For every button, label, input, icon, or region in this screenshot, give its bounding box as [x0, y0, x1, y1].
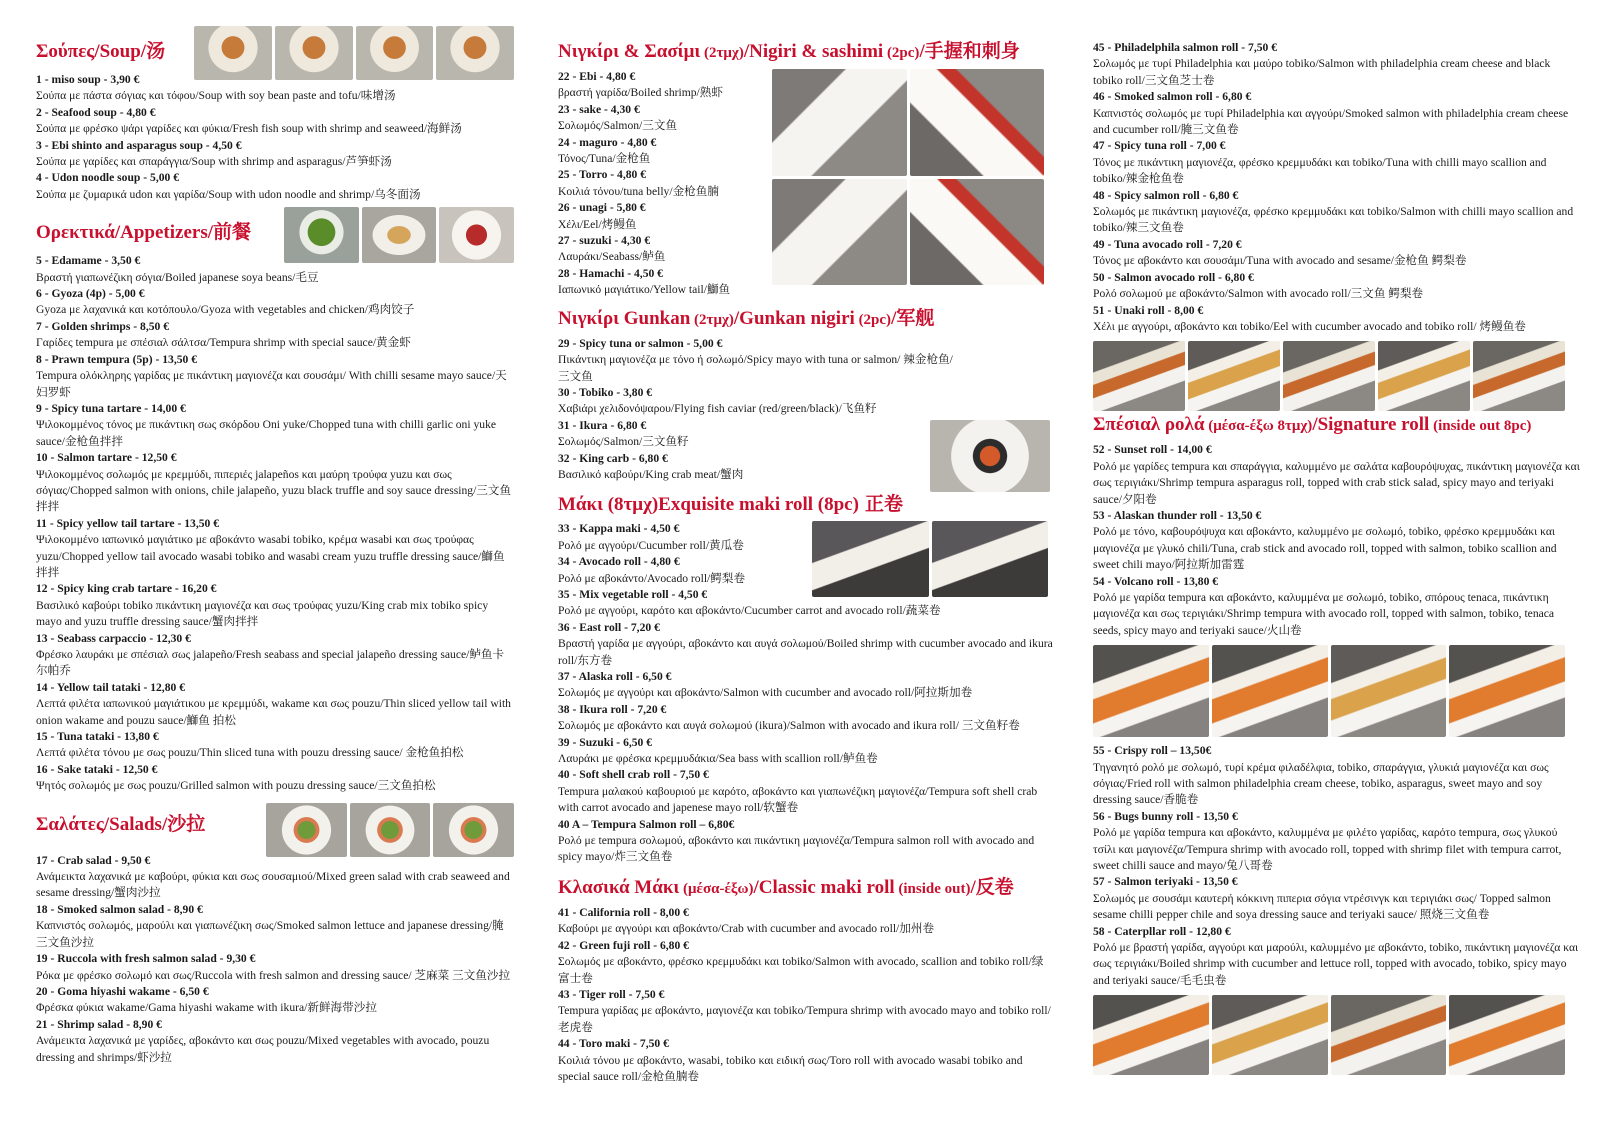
salad-photo-1 — [266, 803, 347, 857]
menu-item — [1093, 303, 1580, 336]
item-desc: Σολωμός/Salmon/三文鱼 — [558, 119, 678, 133]
item-name: 50 - Salmon avocado roll - 6,80 € — [1093, 270, 1254, 284]
menu-item — [36, 352, 514, 401]
menu-item — [558, 135, 768, 168]
signature-photo-7 — [1331, 995, 1447, 1075]
item-desc: Gyoza με λαχανικά και κοτόπουλο/Gyoza with vegetables and chicken/鸡肉饺子 — [36, 303, 415, 317]
item-name: 8 - Prawn tempura (5p) - 13,50 € — [36, 352, 198, 366]
gunkan-title-en: /Gunkan nigiri — [733, 307, 855, 329]
menu-item — [1093, 924, 1580, 990]
classic-title-sub2: (inside out) — [894, 880, 971, 897]
menu-item — [36, 401, 514, 450]
nigiri-title-cn: /手握和刺身 — [919, 41, 1020, 62]
appetizers-section — [36, 213, 514, 253]
nigiri-title-sub1: (2τμχ) — [700, 45, 744, 61]
item-name: 44 - Toro maki - 7,50 € — [558, 1037, 669, 1051]
menu-item — [36, 450, 514, 516]
menu-item — [558, 233, 768, 266]
soups-title: Σούπες/Soup/汤 — [36, 41, 166, 62]
item-desc: Tempura μαλακού καβουριού με καρότο, αβοκάντο και γιαπωνέζικη μαγιονέζα/Tempura soft shell crab with carrot avocado and japenese mayo roll/软蟹卷 — [558, 784, 1038, 815]
signature-title-sub1: (μέσα-έξω 8τμχ) — [1204, 418, 1313, 435]
item-name: 11 - Spicy yellow tail tartare - 13,50 € — [36, 516, 220, 530]
item-name: 31 - Ikura - 6,80 € — [558, 418, 647, 432]
signature-photos-2 — [1093, 995, 1565, 1075]
menu-item — [36, 729, 514, 762]
classic-title-cn: /反卷 — [970, 876, 1014, 898]
nigiri-photo-grid — [772, 69, 1044, 285]
item-name: 5 - Edamame - 3,50 € — [36, 254, 141, 268]
item-name: 35 - Mix vegetable roll - 4,50 € — [558, 587, 708, 601]
maki-photo-1 — [812, 521, 929, 597]
item-name: 49 - Tuna avocado roll - 7,20 € — [1093, 237, 1242, 251]
gunkan-title-sub2: (2pc) — [854, 311, 892, 328]
item-name: 2 - Seafood soup - 4,80 € — [36, 105, 156, 119]
signature-photos-1 — [1093, 645, 1565, 737]
item-name: 40 - Soft shell crab roll - 7,50 € — [558, 768, 709, 782]
nigiri-photo-4 — [910, 179, 1045, 286]
maki-title — [558, 493, 1054, 517]
item-desc: Ρολό με αγγούρι/Cucumber roll/黄瓜卷 — [558, 538, 744, 552]
maki-photo-2 — [932, 521, 1049, 597]
menu-item — [558, 167, 768, 200]
soup-photo-1 — [194, 26, 272, 80]
soups-list — [36, 72, 514, 203]
item-name: 10 - Salmon tartare - 12,50 € — [36, 451, 177, 465]
item-name: 56 - Bugs bunny roll - 13,50 € — [1093, 809, 1238, 823]
salad-photo-2 — [350, 803, 431, 857]
item-desc: Σολωμός με αγγούρι και αβοκάντο/Salmon with cucumber and avocado roll/阿拉斯加卷 — [558, 686, 973, 700]
item-desc: Σούπα με πάστα σόγιας και τόφου/Soup with soy bean paste and tofu/味增汤 — [36, 89, 396, 103]
menu-item — [558, 905, 1054, 938]
maki-title-text: Μάκι (8τμχ)Exquisite maki roll (8pc) — [558, 494, 859, 516]
menu-item — [558, 418, 958, 451]
salads-list — [36, 853, 514, 1066]
classic-title-gr: Κλασικά Μάκι — [558, 876, 680, 898]
item-desc: Καπνιστός σολωμός, μαρούλι και γιαπωνέζικη σως/Smoked salmon lettuce and japanese dressing/腌三文鱼沙拉 — [36, 919, 504, 949]
item-desc: Βραστή γαρίδα με αγγούρι, αβοκάντο και αυγά σολωμού/Boiled shrimp with cucumber avocado and ikura roll/东方卷 — [558, 637, 1053, 667]
item-desc: Ιαπωνικό μαγιάτικο/Yellow tail/鰤鱼 — [558, 283, 731, 297]
menu-item — [1093, 188, 1580, 237]
item-name: 32 - King carb - 6,80 € — [558, 451, 668, 465]
signature-photo-6 — [1212, 995, 1328, 1075]
item-desc: Φρέσκο λαυράκι με σπέσιαλ σως jalapeño/Fresh seabass and special jalapeño dressing sauce/鲈鱼卡尔帕乔 — [36, 648, 505, 678]
menu-item — [36, 170, 514, 203]
classic-title-sub1: (μέσα-έξω) — [679, 880, 754, 897]
item-desc: Τόνος/Tuna/金枪鱼 — [558, 152, 651, 166]
maki-block — [558, 521, 1054, 866]
item-name: 7 - Golden shrimps - 8,50 € — [36, 319, 170, 333]
item-desc: Βασιλικό καβούρι tobiko πικάντικη μαγιονέζα και σως τρούφας yuzu/King crab mix tobiko spicy mayo and yuzu truffle dressing sauce/蟹肉拌拌 — [36, 598, 489, 629]
item-desc: Ρολό με τόνο, καβουρόψυχα και αβοκάντο, καλυμμένο με σολωμό, tobiko, φρέσκο κρεμμυδάκι και μαγιονέζα με γλυκό chili/Tuna, crab stick and avocado roll, topped with salmon, tobiko scallion and sweet chili mayo/阿拉斯加雷霆 — [1093, 525, 1557, 572]
item-desc: Ανάμεικτα λαχανικά με καβούρι, φύκια και σως σουσαμιού/Mixed green salad with crab seaweed and sesame dressing/蟹肉沙拉 — [36, 870, 510, 900]
item-name: 6 - Gyoza (4p) - 5,00 € — [36, 287, 145, 301]
item-desc: Σολωμός με σουσάμι καυτερή κόκκινη πιπερια σόγια ντρέσινγκ και τεριγιάκι σως/ Topped salmon sesame chilli pepper chile and soya dressing sauce and teriyaki sauce/ 照烧三文鱼卷 — [1093, 891, 1551, 922]
maki-photos — [812, 521, 1048, 597]
menu-item — [558, 669, 1054, 702]
item-desc: Κοιλιά τόνου/tuna belly/金枪鱼腩 — [558, 184, 719, 198]
item-name: 14 - Yellow tail tataki - 12,80 € — [36, 680, 185, 694]
item-desc: Χέλι με αγγούρι, αβοκάντο και tobiko/Eel with cucumber avocado and tobiko roll/ 烤鳗鱼卷 — [1093, 319, 1526, 333]
item-name: 3 - Ebi shinto and asparagus soup - 4,50 € — [36, 138, 242, 152]
item-desc: Ψιλοκομμένος σολωμός με κρεμμύδι, πιπεριές jalapeños και μαύρη τρούφα yuzu και σως σόγιας/Chopped salmon with onions, chile jalapeño, yuzu black truffle and soy sauce dressing/三文鱼拌拌 — [36, 467, 512, 514]
column-middle — [558, 22, 1054, 1085]
item-name: 25 - Torro - 4,80 € — [558, 168, 647, 182]
item-name: 57 - Salmon teriyaki - 13,50 € — [1093, 875, 1238, 889]
menu-item — [558, 451, 958, 484]
appetizer-photo-1 — [284, 207, 359, 263]
item-desc: Tempura γαρίδας με αβοκάντο, μαγιονέζα και tobiko/Tempura shrimp with avocado mayo and tobiko roll/老虎卷 — [558, 1004, 1051, 1034]
menu-item — [558, 620, 1054, 669]
soup-photo-4 — [436, 26, 514, 80]
item-name: 13 - Seabass carpaccio - 12,30 € — [36, 631, 191, 645]
gunkan-title-sub1: (2τμχ) — [690, 311, 734, 328]
appetizers-photos — [284, 207, 514, 263]
item-desc: Σούπα με φρέσκο ψάρι γαρίδες και φύκια/Fresh fish soup with shrimp and seaweed/海鲜汤 — [36, 122, 462, 136]
menu-item — [558, 69, 768, 102]
item-desc: Ρόκα με φρέσκο σολωμό και σως/Ruccola with fresh salmon and dressing sauce/ 芝麻菜 三文鱼沙拉 — [36, 968, 511, 982]
item-name: 19 - Ruccola with fresh salmon salad - 9,30 € — [36, 952, 256, 966]
item-name: 29 - Spicy tuna or salmon - 5,00 € — [558, 336, 723, 350]
item-name: 16 - Sake tataki - 12,50 € — [36, 762, 158, 776]
roll-photo-1 — [1093, 341, 1185, 411]
menu-item — [558, 102, 768, 135]
menu-item — [36, 984, 514, 1017]
soup-photo-3 — [356, 26, 434, 80]
menu-item — [36, 762, 514, 795]
salad-photo-3 — [433, 803, 514, 857]
signature-photo-5 — [1093, 995, 1209, 1075]
item-desc: Tempura ολόκληρης γαρίδας με πικάντικη μαγιονέζα και σουσάμι/ With chilli sesame mayo sauce/天妇罗虾 — [36, 369, 507, 399]
nigiri-photo-3 — [772, 179, 907, 286]
item-desc: Ρολό με γαρίδα tempura και αβοκάντο, καλυμμένα με φιλέτο γαρίδας, καρότο tempura, σως γλυκού τσίλι και μαγιονέζα/Tempura shrimp with avocado roll, topped with shrimp filet with tempura carrot, sweet chilli sauce and mayo/兔八哥卷 — [1093, 826, 1562, 873]
item-name: 54 - Volcano roll - 13,80 € — [1093, 574, 1219, 588]
item-name: 45 - Philadelphila salmon roll - 7,50 € — [1093, 41, 1278, 54]
column-right — [1093, 22, 1580, 1075]
menu-item — [1093, 89, 1580, 138]
menu-item — [36, 853, 514, 902]
item-name: 46 - Smoked salmon roll - 6,80 € — [1093, 90, 1252, 104]
column-left — [36, 22, 514, 1066]
item-name: 47 - Spicy tuna roll - 7,00 € — [1093, 139, 1226, 153]
menu-item — [558, 938, 1054, 987]
signature-photo-2 — [1212, 645, 1328, 737]
classic-cont-list — [1093, 40, 1580, 335]
soups-photos — [194, 26, 514, 80]
salads-section — [36, 807, 514, 847]
item-name: 42 - Green fuji roll - 6,80 € — [558, 938, 689, 952]
item-name: 53 - Alaskan thunder roll - 13,50 € — [1093, 508, 1262, 522]
item-desc: Χαβιάρι χελιδονόψαρου/Flying fish caviar (red/green/black)/飞鱼籽 — [558, 402, 877, 416]
item-name: 38 - Ikura roll - 7,20 € — [558, 702, 667, 716]
menu-item — [36, 138, 514, 171]
item-desc: Ρολό με γαρίδες tempura και σπαράγγια, καλυμμένο με σαλάτα καβουρόψυχας, πικάντικη μαγιονέζα και σως τεριγιάκι/Shrimp tempura asparagus roll, topped with crab stick salad, spicy mayo and teriyaki sauce/夕阳卷 — [1093, 459, 1580, 506]
menu-item — [36, 516, 514, 582]
menu-item — [558, 200, 768, 233]
item-name: 20 - Goma hiyashi wakame - 6,50 € — [36, 984, 209, 998]
menu-item — [36, 319, 514, 352]
nigiri-photo-2 — [910, 69, 1045, 176]
item-desc: Χέλι/Eel/烤鳗鱼 — [558, 217, 637, 231]
item-name: 21 - Shrimp salad - 8,90 € — [36, 1017, 162, 1031]
nigiri-list — [558, 69, 768, 299]
menu-item — [1093, 574, 1580, 640]
roll-photo-4 — [1378, 341, 1470, 411]
menu-item — [1093, 40, 1580, 89]
item-desc: Ρολό με αβοκάντο/Avocado roll/鳄梨卷 — [558, 571, 746, 585]
item-name: 26 - unagi - 5,80 € — [558, 201, 646, 215]
signature-title-gr: Σπέσιαλ ρολά — [1093, 414, 1205, 436]
item-desc: Καβούρι με αγγούρι και αβοκάντο/Crab with cucumber and avocado roll/加州卷 — [558, 922, 935, 936]
item-desc: Βραστή γιαπωνέζικη σόγια/Boiled japanese soya beans/毛豆 — [36, 270, 319, 284]
item-name: 58 - Caterpllar roll - 12,80 € — [1093, 924, 1231, 938]
item-desc: Ρολό σολωμού με αβοκάντο/Salmon with avocado roll/三文鱼 鳄梨卷 — [1093, 287, 1424, 301]
menu-item — [36, 286, 514, 319]
gunkan-title-gr: Νιγκίρι Gunkan — [558, 307, 691, 329]
menu-item — [558, 336, 958, 385]
nigiri-photo-1 — [772, 69, 907, 176]
menu-item — [1093, 508, 1580, 574]
menu-item — [1093, 270, 1580, 303]
signature-photo-4 — [1449, 645, 1565, 737]
item-desc: Τόνος με πικάντικη μαγιονέζα, φρέσκο κρεμμυδάκι και tobiko/Tuna with chilli mayo scallion and tobiko/辣金枪鱼卷 — [1093, 155, 1547, 186]
item-desc: Ρολό με αγγούρι, καρότο και αβοκάντο/Cucumber carrot and avocado roll/蔬菜卷 — [558, 604, 941, 618]
item-desc: Ρολό με γαρίδα tempura και αβοκάντο, καλυμμένα με σολωμό, tobiko, σπόρους tenaca, πικάντικη μαγιονέζα και σως τεριγιάκι/Shrimp tempura with avocado roll, topped with salmon, tobiko, tenaca seeds, spicy mayo and teriyaki sauce/火山卷 — [1093, 590, 1555, 637]
item-desc: Φρέσκα φύκια wakame/Gama hiyashi wakame with ikura/新鲜海带沙拉 — [36, 1001, 377, 1015]
menu-item — [558, 385, 958, 418]
item-name: 22 - Ebi - 4,80 € — [558, 70, 636, 83]
menu-item — [558, 702, 1054, 735]
appetizers-list — [36, 253, 514, 794]
item-name: 36 - East roll - 7,20 € — [558, 620, 660, 634]
menu-item — [36, 902, 514, 951]
classic-roll-photos — [1093, 341, 1565, 411]
item-name: 33 - Kappa maki - 4,50 € — [558, 522, 680, 536]
menu-item — [36, 951, 514, 984]
item-desc: Ψιλοκομμένο ιαπωνικό μαγιάτικο με αβοκάντο wasabi tobiko, κρέμα wasabi και σως τρούφας yuzu/Chopped yellow tail avocado wasabi tobiko and wasabi cream yuzu truffle dressing sauce/鰤鱼拌拌 — [36, 533, 505, 579]
item-desc: Σολωμός με αβοκάντο, φρέσκο κρεμμυδάκι και tobiko/Salmon with avocado, scallion and tobiko roll/绿富士卷 — [558, 955, 1044, 985]
item-name: 28 - Hamachi - 4,50 € — [558, 266, 663, 280]
item-name: 17 - Crab salad - 9,50 € — [36, 853, 151, 867]
item-name: 1 - miso soup - 3,90 € — [36, 73, 140, 86]
signature-photo-3 — [1331, 645, 1447, 737]
item-desc: Λεπτά φιλέτα τόνου με σως pouzu/Thin sliced tuna with pouzu dressing sauce/ 金枪鱼拍松 — [36, 746, 464, 760]
item-desc: Σολωμός με πικάντικη μαγιονέζα, φρέσκο κρεμμυδάκι και tobiko/Salmon with chilli mayo scallion and tobiko/辣三文鱼卷 — [1093, 205, 1574, 235]
signature-photo-1 — [1093, 645, 1209, 737]
item-name: 48 - Spicy salmon roll - 6,80 € — [1093, 188, 1239, 202]
item-desc: Βασιλικό καβούρι/King crab meat/蟹肉 — [558, 467, 744, 481]
classic-title — [558, 876, 1054, 901]
menu-item — [1093, 809, 1580, 875]
soup-photo-2 — [275, 26, 353, 80]
classic-list — [558, 905, 1054, 1085]
item-desc: Σούπα με ζυμαρικά udon και γαρίδα/Soup with udon noodle and shrimp/乌冬面汤 — [36, 187, 421, 201]
item-name: 55 - Crispy roll – 13,50€ — [1093, 744, 1212, 758]
gunkan-title-cn: /军舰 — [891, 307, 935, 329]
nigiri-title-en: /Nigiri & sashimi — [743, 41, 884, 62]
menu-item — [1093, 237, 1580, 270]
signature-title-sub2: (inside out 8pc) — [1429, 418, 1532, 435]
item-desc: Καπνιστός σολωμός με τυρί Philadelphia και αγγούρι/Smoked salmon with philadelphia cream cheese and cucumber roll/腌三文鱼卷 — [1093, 106, 1569, 137]
maki-title-cn: 正卷 — [864, 494, 903, 516]
item-name: 34 - Avocado roll - 4,80 € — [558, 555, 680, 569]
item-desc: Πικάντικη μαγιονέζα με τόνο ή σολωμό/Spicy mayo with tuna or salmon/ 辣金枪鱼/三文鱼 — [558, 353, 953, 383]
item-desc: Ανάμεικτα λαχανικά με γαρίδες, αβοκάντο και σως pouzu/Mixed vegetables with avocado, pouzu dressing and shrimps/虾沙拉 — [36, 1034, 490, 1064]
roll-photo-3 — [1283, 341, 1375, 411]
item-name: 51 - Unaki roll - 8,00 € — [1093, 303, 1204, 317]
soups-section — [36, 22, 514, 66]
item-desc: Σολωμός/Salmon/三文鱼籽 — [558, 435, 689, 449]
item-desc: Ρολό με βραστή γαρίδα, αγγούρι και μαρούλι, καλυμμένο με αβοκάντο, tobiko, πικάντικη μαγιονέζα και σως τεριγιάκι/Boiled shrimp with cucumber and lettuce roll, topped with avocado, tobiko, spicy mayo and teriyaki sauce/毛毛虫卷 — [1093, 941, 1579, 987]
salads-title: Σαλάτες/Salads/沙拉 — [36, 813, 206, 835]
item-name: 9 - Spicy tuna tartare - 14,00 € — [36, 401, 186, 415]
signature-list-b — [1093, 743, 1580, 989]
menu-item — [558, 767, 1054, 816]
menu-item — [558, 1036, 1054, 1085]
nigiri-title — [558, 22, 1054, 65]
nigiri-block — [558, 69, 1054, 299]
signature-title-en: /Signature roll — [1312, 414, 1430, 436]
menu-item — [558, 987, 1054, 1036]
item-desc: Σούπα με γαρίδες και σπαράγγια/Soup with shrimp and asparagus/芦笋虾汤 — [36, 155, 392, 169]
item-name: 40 A – Tempura Salmon roll – 6,80€ — [558, 817, 735, 831]
item-name: 39 - Suzuki - 6,50 € — [558, 735, 653, 749]
salads-photos — [266, 803, 514, 857]
menu-item — [36, 105, 514, 138]
item-name: 23 - sake - 4,30 € — [558, 102, 640, 116]
menu-item — [36, 581, 514, 630]
item-desc: Λαυράκι με φρέσκα κρεμμυδάκια/Sea bass with scallion roll/鲈鱼卷 — [558, 752, 878, 766]
menu-item — [1093, 138, 1580, 187]
item-desc: Ρολό με tempura σολωμού, αβοκάντο και πικάντικη μαγιονέζα/Tempura salmon roll with avocado and spicy mayo/炸三文鱼卷 — [558, 834, 1035, 864]
item-desc: βραστή γαρίδα/Boiled shrimp/熟虾 — [558, 86, 723, 100]
nigiri-title-gr: Νιγκίρι & Σασίμι — [558, 41, 701, 62]
gunkan-photo — [930, 420, 1050, 492]
menu-item — [558, 735, 1054, 768]
item-name: 18 - Smoked salmon salad - 8,90 € — [36, 902, 203, 916]
appetizers-title: Ορεκτικά/Appetizers/前餐 — [36, 222, 252, 244]
item-name: 41 - California roll - 8,00 € — [558, 905, 689, 919]
item-name: 24 - maguro - 4,80 € — [558, 135, 657, 149]
item-desc: Λαυράκι/Seabass/鲈鱼 — [558, 250, 666, 264]
menu-item — [558, 817, 1054, 866]
item-desc: Ψητός σολωμός με σως pouzu/Grilled salmon with pouzu dressing sauce/三文鱼拍松 — [36, 779, 436, 793]
appetizer-photo-3 — [439, 207, 514, 263]
menu-item — [1093, 743, 1580, 809]
menu-item — [1093, 442, 1580, 508]
item-name: 37 - Alaska roll - 6,50 € — [558, 670, 672, 683]
item-desc: Ψιλοκομμένος τόνος με πικάντικη σως σκόρδου Oni yuke/Chopped tuna with chilli garlic oni yuke sauce/金枪鱼拌拌 — [36, 418, 497, 448]
item-name: 27 - suzuki - 4,30 € — [558, 234, 651, 248]
item-desc: Κοιλιά τόνου με αβοκάντο, wasabi, tobiko και ειδική σως/Toro roll with avocado wasabi tobiko and special sauce roll/金枪鱼腩卷 — [558, 1053, 1023, 1083]
nigiri-title-sub2: (2pc) — [883, 45, 920, 61]
item-desc: Σολωμός με αβοκάντο και αυγά σολωμού (ikura)/Salmon with avocado and ikura roll/ 三文鱼籽卷 — [558, 719, 1020, 733]
signature-title — [1093, 413, 1580, 438]
item-desc: Τόνος με αβοκάντο και σουσάμι/Tuna with avocado and sesame/金枪鱼 鳄梨卷 — [1093, 254, 1467, 268]
menu-item — [36, 680, 514, 729]
item-name: 12 - Spicy king crab tartare - 16,20 € — [36, 582, 217, 596]
item-desc: Λεπτά φιλέτα ιαπωνικού μαγιάτικου με κρεμμύδι, wakame και σως pouzu/Thin sliced yellow tail with onion wakame and pouzu sauce/鰤鱼 拍松 — [36, 697, 511, 727]
appetizer-photo-2 — [362, 207, 437, 263]
menu-item — [36, 631, 514, 680]
item-desc: Σολωμός με τυρί Philadelphia και μαύρο tobiko/Salmon with philadelphia cream cheese and black tobiko roll/三文鱼芝士卷 — [1093, 57, 1551, 87]
roll-photo-2 — [1188, 341, 1280, 411]
item-name: 52 - Sunset roll - 14,00 € — [1093, 443, 1212, 457]
menu-item — [1093, 874, 1580, 923]
menu-item — [36, 1017, 514, 1066]
item-name: 15 - Tuna tataki - 13,80 € — [36, 730, 159, 744]
item-name: 43 - Tiger roll - 7,50 € — [558, 987, 665, 1001]
item-desc: Γαρίδες tempura με σπέσιαλ σάλτσα/Tempura shrimp with special sauce/黄金虾 — [36, 336, 411, 350]
item-name: 4 - Udon noodle soup - 5,00 € — [36, 171, 180, 185]
item-desc: Τηγανητό ρολό με σολωμό, τυρί κρέμα φιλαδέλφια, tobiko, σπαράγγια, γλυκιά μαγιονέζα και σως σόγιας/Fried roll with salmon philadelphia cream cheese, tobiko, asparagus, sweet mayo and soy dressing sauce/香脆卷 — [1093, 760, 1549, 807]
signature-photo-8 — [1449, 995, 1565, 1075]
roll-photo-5 — [1473, 341, 1565, 411]
classic-title-en: /Classic maki roll — [753, 876, 895, 898]
gunkan-block — [558, 336, 1054, 484]
gunkan-list — [558, 336, 958, 484]
gunkan-title — [558, 307, 1054, 332]
signature-list-a — [1093, 442, 1580, 639]
item-name: 30 - Tobiko - 3,80 € — [558, 385, 653, 399]
menu-item — [558, 266, 768, 299]
